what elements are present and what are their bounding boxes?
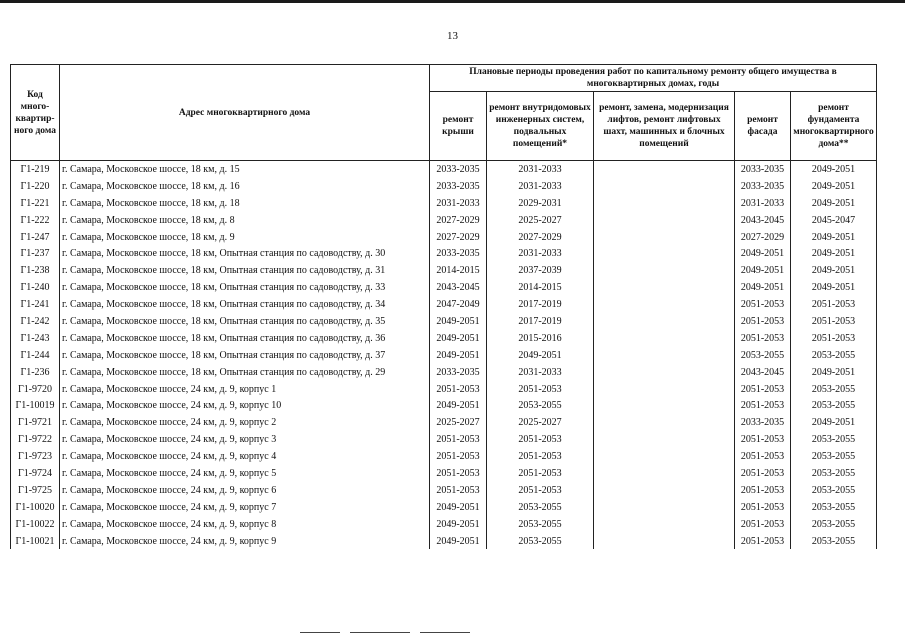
- cell-systems: 2031-2033: [487, 364, 594, 381]
- cell-roof: 2033-2035: [430, 161, 487, 178]
- cell-systems: 2029-2031: [487, 195, 594, 212]
- cell-code: Г1-10021: [11, 533, 60, 550]
- cell-address: г. Самара, Московское шоссе, 24 км, д. 9, корпус 9: [60, 533, 430, 550]
- cell-foundation: 2053-2055: [791, 448, 877, 465]
- cell-roof: 2049-2051: [430, 397, 487, 414]
- table-row: [11, 229, 877, 246]
- header-facade: ремонт фасада: [735, 92, 791, 161]
- cell-address: г. Самара, Московское шоссе, 24 км, д. 9, корпус 1: [60, 381, 430, 398]
- cell-roof: 2051-2053: [430, 465, 487, 482]
- table-row: [11, 296, 877, 313]
- header-systems: ремонт внутридомовых инженерных систем, подвальных помещений*: [487, 92, 594, 161]
- cell-code: Г1-242: [11, 313, 60, 330]
- header-planned-periods: Плановые периоды проведения работ по капитальному ремонту общего имущества в многоквартирных домах, годы: [430, 65, 877, 92]
- cell-address: г. Самара, Московское шоссе, 18 км, Опытная станция по садоводству, д. 36: [60, 330, 430, 347]
- cell-code: Г1-240: [11, 279, 60, 296]
- cell-foundation: 2053-2055: [791, 499, 877, 516]
- cell-facade: 2033-2035: [735, 414, 791, 431]
- cell-systems: 2031-2033: [487, 245, 594, 262]
- cell-systems: 2014-2015: [487, 279, 594, 296]
- cell-roof: 2049-2051: [430, 499, 487, 516]
- cell-lifts: [594, 178, 735, 195]
- cell-lifts: [594, 381, 735, 398]
- cell-code: Г1-244: [11, 347, 60, 364]
- cell-address: г. Самара, Московское шоссе, 18 км, Опытная станция по садоводству, д. 31: [60, 262, 430, 279]
- cell-foundation: 2049-2051: [791, 364, 877, 381]
- table-row: [11, 414, 877, 431]
- cell-lifts: [594, 499, 735, 516]
- cell-lifts: [594, 195, 735, 212]
- cell-systems: 2051-2053: [487, 465, 594, 482]
- cell-address: г. Самара, Московское шоссе, 18 км, Опытная станция по садоводству, д. 37: [60, 347, 430, 364]
- cell-roof: 2051-2053: [430, 448, 487, 465]
- cell-facade: 2049-2051: [735, 245, 791, 262]
- header-address: Адрес многоквартирного дома: [60, 65, 430, 161]
- cell-systems: 2053-2055: [487, 397, 594, 414]
- table-row: [11, 448, 877, 465]
- table-row: [11, 262, 877, 279]
- cell-code: Г1-247: [11, 229, 60, 246]
- cell-code: Г1-241: [11, 296, 60, 313]
- cell-roof: 2027-2029: [430, 212, 487, 229]
- cell-roof: 2049-2051: [430, 347, 487, 364]
- cell-systems: 2027-2029: [487, 229, 594, 246]
- cell-code: Г1-9725: [11, 482, 60, 499]
- cell-foundation: 2053-2055: [791, 381, 877, 398]
- cell-facade: 2031-2033: [735, 195, 791, 212]
- footer-marks: [300, 632, 500, 634]
- cell-facade: 2049-2051: [735, 262, 791, 279]
- table-body: [11, 161, 877, 550]
- cell-foundation: 2049-2051: [791, 229, 877, 246]
- cell-foundation: 2049-2051: [791, 245, 877, 262]
- cell-lifts: [594, 161, 735, 178]
- cell-code: Г1-222: [11, 212, 60, 229]
- cell-lifts: [594, 245, 735, 262]
- cell-foundation: 2053-2055: [791, 347, 877, 364]
- header-lifts: ремонт, замена, модернизация лифтов, ремонт лифтовых шахт, машинных и блочных помещений: [594, 92, 735, 161]
- cell-foundation: 2053-2055: [791, 431, 877, 448]
- cell-facade: 2051-2053: [735, 397, 791, 414]
- cell-roof: 2025-2027: [430, 414, 487, 431]
- cell-foundation: 2049-2051: [791, 262, 877, 279]
- cell-foundation: 2053-2055: [791, 533, 877, 550]
- cell-foundation: 2049-2051: [791, 279, 877, 296]
- cell-roof: 2051-2053: [430, 381, 487, 398]
- cell-address: г. Самара, Московское шоссе, 24 км, д. 9, корпус 8: [60, 516, 430, 533]
- cell-facade: 2027-2029: [735, 229, 791, 246]
- cell-lifts: [594, 279, 735, 296]
- cell-roof: 2049-2051: [430, 533, 487, 550]
- cell-lifts: [594, 364, 735, 381]
- table-row: [11, 195, 877, 212]
- cell-roof: 2031-2033: [430, 195, 487, 212]
- cell-facade: 2051-2053: [735, 516, 791, 533]
- cell-facade: 2051-2053: [735, 296, 791, 313]
- cell-foundation: 2049-2051: [791, 414, 877, 431]
- cell-facade: 2033-2035: [735, 178, 791, 195]
- cell-systems: 2017-2019: [487, 313, 594, 330]
- cell-roof: 2033-2035: [430, 178, 487, 195]
- cell-facade: 2051-2053: [735, 330, 791, 347]
- cell-code: Г1-237: [11, 245, 60, 262]
- table-row: [11, 533, 877, 550]
- cell-address: г. Самара, Московское шоссе, 18 км, д. 15: [60, 161, 430, 178]
- cell-address: г. Самара, Московское шоссе, 18 км, Опытная станция по садоводству, д. 33: [60, 279, 430, 296]
- cell-address: г. Самара, Московское шоссе, 18 км, Опытная станция по садоводству, д. 29: [60, 364, 430, 381]
- cell-roof: 2014-2015: [430, 262, 487, 279]
- cell-facade: 2051-2053: [735, 482, 791, 499]
- cell-address: г. Самара, Московское шоссе, 18 км, д. 18: [60, 195, 430, 212]
- cell-facade: 2051-2053: [735, 431, 791, 448]
- cell-foundation: 2049-2051: [791, 195, 877, 212]
- cell-foundation: 2053-2055: [791, 482, 877, 499]
- cell-roof: 2051-2053: [430, 482, 487, 499]
- cell-systems: 2017-2019: [487, 296, 594, 313]
- cell-facade: 2051-2053: [735, 465, 791, 482]
- cell-facade: 2051-2053: [735, 381, 791, 398]
- cell-foundation: 2053-2055: [791, 397, 877, 414]
- cell-facade: 2051-2053: [735, 499, 791, 516]
- cell-roof: 2033-2035: [430, 245, 487, 262]
- cell-foundation: 2045-2047: [791, 212, 877, 229]
- cell-lifts: [594, 431, 735, 448]
- table-row: [11, 499, 877, 516]
- cell-address: г. Самара, Московское шоссе, 24 км, д. 9, корпус 5: [60, 465, 430, 482]
- cell-foundation: 2049-2051: [791, 161, 877, 178]
- cell-code: Г1-10019: [11, 397, 60, 414]
- cell-lifts: [594, 414, 735, 431]
- cell-code: Г1-9724: [11, 465, 60, 482]
- cell-systems: 2051-2053: [487, 381, 594, 398]
- table-row: [11, 482, 877, 499]
- cell-foundation: 2051-2053: [791, 296, 877, 313]
- cell-lifts: [594, 448, 735, 465]
- cell-code: Г1-243: [11, 330, 60, 347]
- cell-facade: 2051-2053: [735, 313, 791, 330]
- cell-facade: 2051-2053: [735, 448, 791, 465]
- cell-address: г. Самара, Московское шоссе, 18 км, Опытная станция по садоводству, д. 30: [60, 245, 430, 262]
- cell-systems: 2025-2027: [487, 414, 594, 431]
- table-row: [11, 381, 877, 398]
- cell-address: г. Самара, Московское шоссе, 18 км, Опытная станция по садоводству, д. 35: [60, 313, 430, 330]
- cell-systems: 2031-2033: [487, 178, 594, 195]
- cell-roof: 2049-2051: [430, 516, 487, 533]
- header-code: Код много-квартир-ного дома: [11, 65, 60, 161]
- cell-lifts: [594, 229, 735, 246]
- cell-lifts: [594, 397, 735, 414]
- cell-lifts: [594, 262, 735, 279]
- cell-roof: 2043-2045: [430, 279, 487, 296]
- cell-code: Г1-10020: [11, 499, 60, 516]
- table-row: [11, 347, 877, 364]
- cell-code: Г1-236: [11, 364, 60, 381]
- cell-code: Г1-9723: [11, 448, 60, 465]
- cell-foundation: 2053-2055: [791, 465, 877, 482]
- cell-lifts: [594, 533, 735, 550]
- cell-systems: 2031-2033: [487, 161, 594, 178]
- table-row: [11, 245, 877, 262]
- cell-lifts: [594, 296, 735, 313]
- cell-roof: 2027-2029: [430, 229, 487, 246]
- header-foundation: ремонт фундамента многоквартирного дома**: [791, 92, 877, 161]
- header-roof: ремонт крыши: [430, 92, 487, 161]
- table-row: [11, 397, 877, 414]
- cell-facade: 2043-2045: [735, 212, 791, 229]
- cell-code: Г1-219: [11, 161, 60, 178]
- cell-foundation: 2051-2053: [791, 330, 877, 347]
- capital-repair-table: [10, 64, 877, 549]
- table-row: [11, 161, 877, 178]
- table-row: [11, 465, 877, 482]
- cell-code: Г1-220: [11, 178, 60, 195]
- cell-roof: 2049-2051: [430, 313, 487, 330]
- cell-foundation: 2051-2053: [791, 313, 877, 330]
- cell-address: г. Самара, Московское шоссе, 24 км, д. 9, корпус 4: [60, 448, 430, 465]
- top-rule: [0, 0, 905, 3]
- cell-lifts: [594, 212, 735, 229]
- cell-systems: 2053-2055: [487, 499, 594, 516]
- cell-address: г. Самара, Московское шоссе, 18 км, д. 8: [60, 212, 430, 229]
- table-row: [11, 313, 877, 330]
- cell-systems: 2053-2055: [487, 516, 594, 533]
- cell-facade: 2051-2053: [735, 533, 791, 550]
- cell-systems: 2051-2053: [487, 431, 594, 448]
- cell-systems: 2051-2053: [487, 448, 594, 465]
- cell-code: Г1-9722: [11, 431, 60, 448]
- cell-lifts: [594, 313, 735, 330]
- cell-lifts: [594, 330, 735, 347]
- cell-address: г. Самара, Московское шоссе, 24 км, д. 9, корпус 6: [60, 482, 430, 499]
- table-row: [11, 178, 877, 195]
- cell-facade: 2033-2035: [735, 161, 791, 178]
- table-row: [11, 364, 877, 381]
- cell-address: г. Самара, Московское шоссе, 18 км, д. 16: [60, 178, 430, 195]
- cell-address: г. Самара, Московское шоссе, 24 км, д. 9, корпус 7: [60, 499, 430, 516]
- cell-roof: 2047-2049: [430, 296, 487, 313]
- page-number: 13: [447, 30, 458, 42]
- cell-address: г. Самара, Московское шоссе, 24 км, д. 9, корпус 2: [60, 414, 430, 431]
- cell-systems: 2053-2055: [487, 533, 594, 550]
- cell-code: Г1-9721: [11, 414, 60, 431]
- cell-address: г. Самара, Московское шоссе, 24 км, д. 9, корпус 10: [60, 397, 430, 414]
- cell-facade: 2043-2045: [735, 364, 791, 381]
- cell-lifts: [594, 465, 735, 482]
- table-row: [11, 516, 877, 533]
- cell-roof: 2033-2035: [430, 364, 487, 381]
- cell-facade: 2049-2051: [735, 279, 791, 296]
- cell-systems: 2049-2051: [487, 347, 594, 364]
- cell-roof: 2049-2051: [430, 330, 487, 347]
- cell-systems: 2037-2039: [487, 262, 594, 279]
- cell-foundation: 2053-2055: [791, 516, 877, 533]
- cell-address: г. Самара, Московское шоссе, 18 км, д. 9: [60, 229, 430, 246]
- cell-systems: 2025-2027: [487, 212, 594, 229]
- cell-code: Г1-221: [11, 195, 60, 212]
- cell-facade: 2053-2055: [735, 347, 791, 364]
- cell-systems: 2015-2016: [487, 330, 594, 347]
- cell-systems: 2051-2053: [487, 482, 594, 499]
- cell-code: Г1-238: [11, 262, 60, 279]
- table-row: [11, 330, 877, 347]
- cell-foundation: 2049-2051: [791, 178, 877, 195]
- cell-code: Г1-9720: [11, 381, 60, 398]
- cell-code: Г1-10022: [11, 516, 60, 533]
- cell-address: г. Самара, Московское шоссе, 18 км, Опытная станция по садоводству, д. 34: [60, 296, 430, 313]
- cell-lifts: [594, 482, 735, 499]
- cell-roof: 2051-2053: [430, 431, 487, 448]
- cell-lifts: [594, 516, 735, 533]
- table-row: [11, 431, 877, 448]
- cell-lifts: [594, 347, 735, 364]
- table-row: [11, 212, 877, 229]
- cell-address: г. Самара, Московское шоссе, 24 км, д. 9, корпус 3: [60, 431, 430, 448]
- table-row: [11, 279, 877, 296]
